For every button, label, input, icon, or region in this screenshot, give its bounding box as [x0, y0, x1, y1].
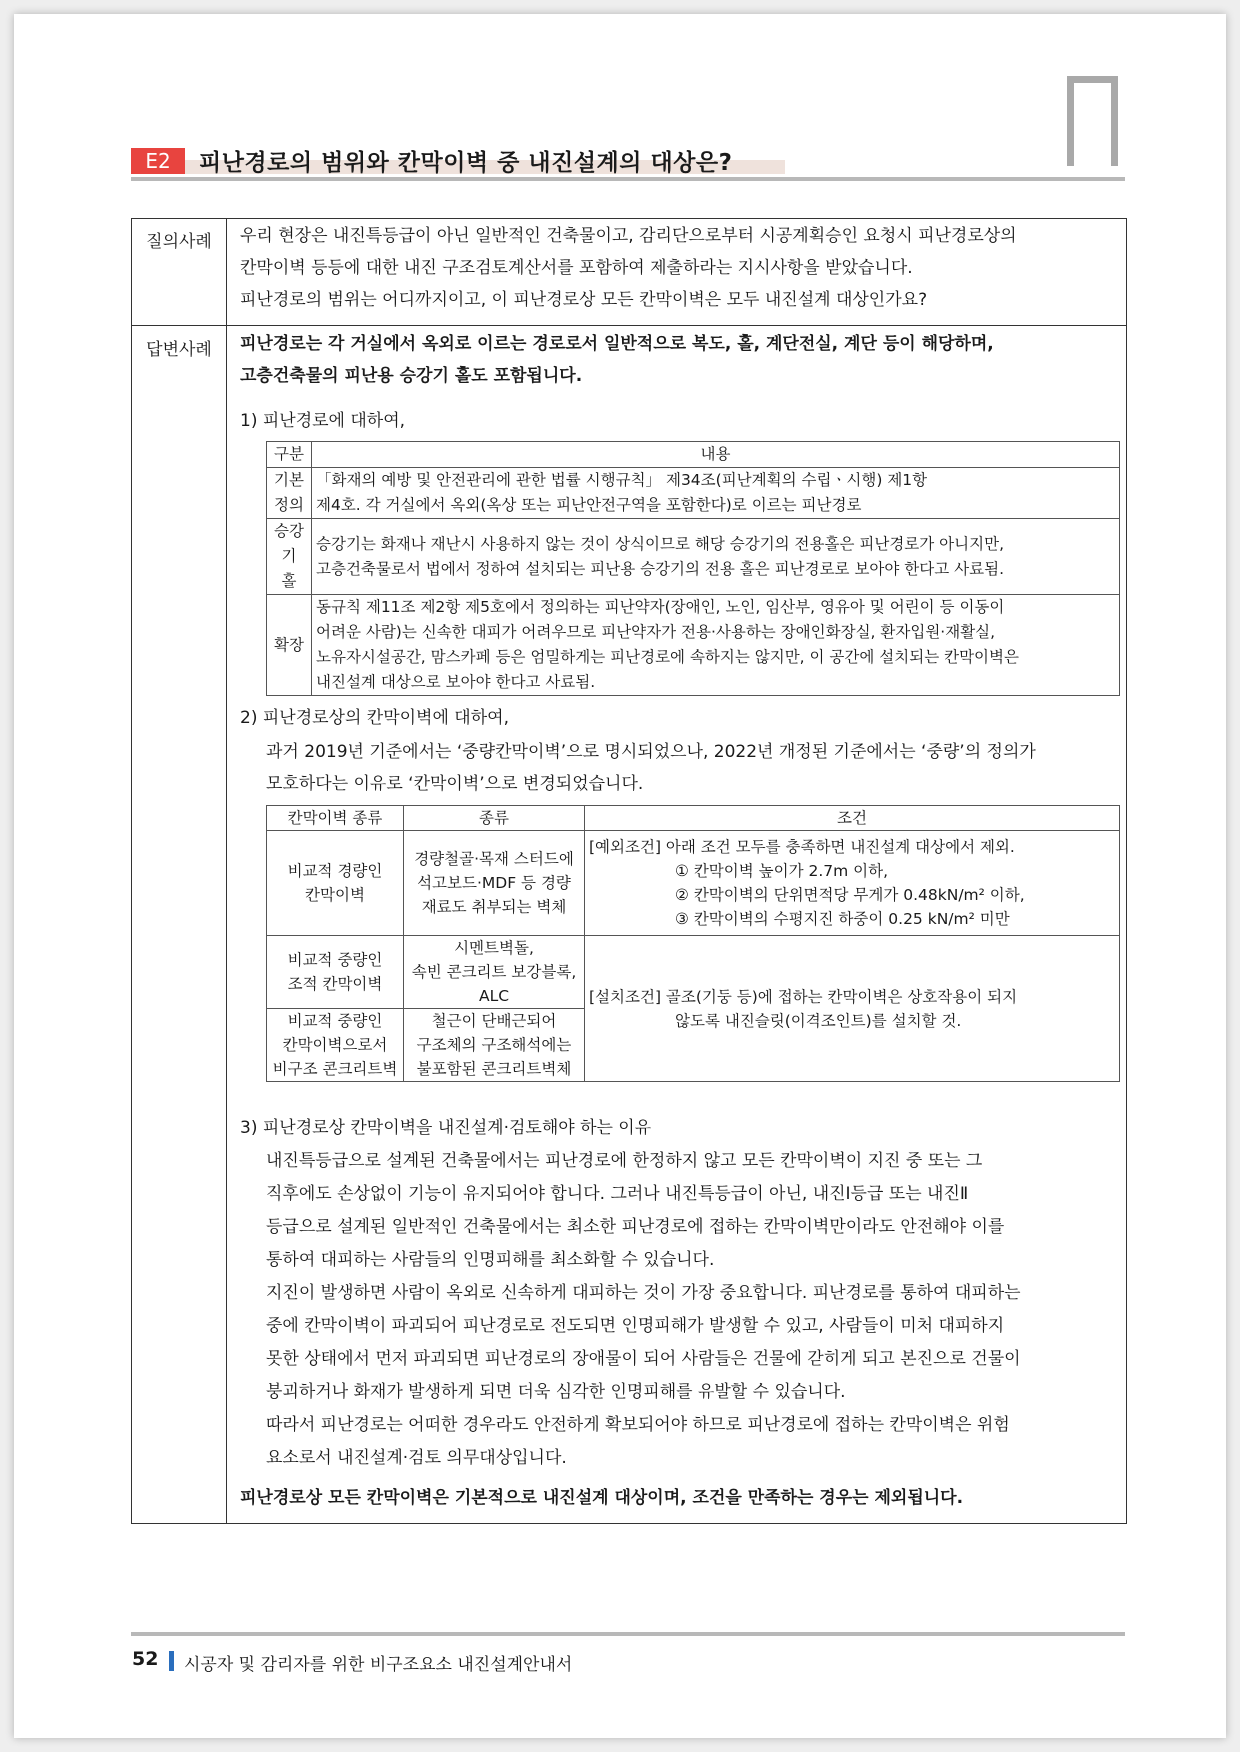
section-3-line: 따라서 피난경로는 어떠한 경우라도 안전하게 확보되어야 하므로 피난경로에 접하는 칸막이벽은 위험 [266, 1415, 1010, 1435]
exception-item: ② 칸막이벽의 단위면적당 무게가 0.48kN/m² 이하, [675, 886, 1025, 904]
install-condition: [설치조건] 골조(기둥 등)에 접하는 칸막이벽은 상호작용이 되지 [589, 987, 1018, 1006]
conclusion: 피난경로상 모든 칸막이벽은 기본적으로 내진설계 대상이며, 조건을 만족하는 경우는 제외됩니다. [240, 1488, 964, 1508]
cell-text: 칸막이벽 [305, 886, 365, 904]
cell-text: 석고보드·MDF 등 경량 [417, 874, 571, 892]
table-row [267, 936, 1120, 1009]
table-row [267, 831, 1120, 936]
row-divider [132, 325, 1126, 326]
table-row [267, 468, 1120, 519]
cell-text: 확장 [267, 595, 312, 696]
section-header [131, 142, 1125, 178]
cell-text: 승강기는 화재나 재난시 사용하지 않는 것이 상식이므로 해당 승강기의 전용홀은 피난경로가 아니지만, [316, 534, 1004, 553]
cell-text: 비교적 경량인 [287, 862, 383, 880]
table-header-cell: 조건 [585, 806, 1120, 831]
cell-text: 기본 [274, 471, 304, 489]
question-line: 우리 현장은 내진특등급이 아닌 일반적인 건축물이고, 감리단으로부터 시공계획승인 요청시 피난경로상의 [240, 226, 1017, 246]
section-1-title: 1) 피난경로에 대하여, [240, 411, 406, 431]
cell-text: 고층건축물로서 법에서 정하여 설치되는 피난용 승강기의 전용 홀은 피난경로로 보아야 한다고 사료됨. [316, 559, 1004, 578]
question-line: 칸막이벽 등등에 대한 내진 구조검토계산서를 포함하여 제출하라는 지시사항을 받았습니다. [240, 258, 913, 278]
section-2-line: 과거 2019년 기준에서는 ‘중량칸막이벽’으로 명시되었으나, 2022년 개정된 기준에서는 ‘중량’의 정의가 [266, 742, 1036, 762]
footer-accent-bar [169, 1651, 174, 1671]
page-title: 피난경로의 범위와 칸막이벽 중 내진설계의 대상은? [199, 150, 733, 176]
section-3-line: 지진이 발생하면 사람이 옥외로 신속하게 대피하는 것이 가장 중요합니다. 피난경로를 통하여 대피하는 [266, 1283, 1021, 1303]
cell-text: 구조체의 구조해석에는 [416, 1036, 572, 1054]
section-3-line: 등급으로 설계된 일반적인 건축물에서는 최소한 피난경로에 접하는 칸막이벽만이라도 안전해야 이를 [266, 1217, 1005, 1237]
cell-text: 내진설계 대상으로 보아야 한다고 사료됨. [316, 673, 596, 691]
cell-text: 「화재의 예방 및 안전관리에 관한 법률 시행규칙」 제34조(피난계획의 수립ㆍ시행) 제1항 [316, 471, 928, 489]
cell-text: 비교적 중량인 [287, 951, 383, 969]
table-row [267, 595, 1120, 696]
table-row [267, 519, 1120, 595]
answer-summary: 피난경로는 각 거실에서 옥외로 이르는 경로로서 일반적으로 복도, 홀, 계단전실, 계단 등이 해당하며, [240, 334, 994, 354]
table-header-cell: 종류 [404, 806, 585, 831]
cell-text: 철근이 단배근되어 [431, 1012, 557, 1030]
section-3-line: 중에 칸막이벽이 파괴되어 피난경로로 전도되면 인명피해가 발생할 수 있고, 사람들이 미처 대피하지 [266, 1316, 1005, 1336]
footer-title: 시공자 및 감리자를 위한 비구조요소 내진설계안내서 [184, 1655, 573, 1675]
exception-item: ③ 칸막이벽의 수평지진 하중이 0.25 kN/m² 미만 [675, 910, 1010, 928]
cell-text: 동규칙 제11조 제2항 제5호에서 정의하는 피난약자(장애인, 노인, 임산부, 영유아 및 어린이 등 이동이 [316, 598, 1005, 616]
table-header-cell: 내용 [312, 442, 1120, 468]
answer-summary: 고층건축물의 피난용 승강기 홀도 포함됩니다. [240, 366, 583, 386]
partition-wall-table [266, 805, 1120, 1082]
question-line: 피난경로의 범위는 어디까지이고, 이 피난경로상 모든 칸막이벽은 모두 내진설계 대상인가요? [240, 290, 928, 310]
section-3-line: 통하여 대피하는 사람들의 인명피해를 최소화할 수 있습니다. [266, 1250, 715, 1270]
section-2-line: 모호하다는 이유로 ‘칸막이벽’으로 변경되었습니다. [266, 774, 644, 794]
cell-text: 속빈 콘크리트 보강블록, [411, 963, 577, 981]
section-badge: E2 [131, 148, 185, 174]
section-3-line: 내진특등급으로 설계된 건축물에서는 피난경로에 한정하지 않고 모든 칸막이벽이 지진 중 또는 그 [266, 1151, 983, 1171]
answer-label: 답변사례 [146, 340, 212, 360]
cell-text: 조적 칸막이벽 [287, 975, 383, 993]
qa-box [131, 218, 1127, 1524]
evacuation-route-table [266, 441, 1120, 696]
cell-text: 승강기 [274, 522, 304, 565]
label-column [132, 219, 227, 1523]
cell-text: 홀 [281, 572, 297, 590]
cell-text: 칸막이벽으로서 [282, 1036, 388, 1054]
section-3-line: 직후에도 손상없이 기능이 유지되어야 합니다. 그러나 내진특등급이 아닌, 내진Ⅰ등급 또는 내진Ⅱ [266, 1184, 969, 1204]
section-2-title: 2) 피난경로상의 칸막이벽에 대하여, [240, 708, 509, 728]
cell-text: 노유자시설공간, 맘스카페 등은 엄밀하게는 피난경로에 속하지는 않지만, 이 공간에 설치되는 칸막이벽은 [316, 648, 1019, 666]
table-header-cell: 칸막이벽 종류 [267, 806, 404, 831]
cell-text: 경량철골·목재 스터드에 [414, 850, 574, 868]
header-divider [131, 177, 1125, 181]
cell-text: 시멘트벽돌, [454, 939, 534, 957]
section-3-title: 3) 피난경로상 칸막이벽을 내진설계·검토해야 하는 이유 [240, 1118, 652, 1138]
cell-text: 비구조 콘크리트벽 [272, 1060, 398, 1078]
cell-text: 제4호. 각 거실에서 옥외(옥상 또는 피난안전구역을 포함한다)로 이르는 피난경로 [316, 496, 862, 514]
document-page [14, 14, 1226, 1738]
footer-divider [131, 1632, 1125, 1636]
question-label: 질의사례 [146, 232, 212, 252]
install-condition: 않도록 내진슬릿(이격조인트)를 설치할 것. [675, 1011, 962, 1030]
cell-text: 비교적 중량인 [287, 1012, 383, 1030]
cell-text: 불포함된 콘크리트벽체 [416, 1060, 572, 1078]
section-3-line: 요소로서 내진설계·검토 의무대상입니다. [266, 1448, 567, 1468]
cell-text: 재료도 취부되는 벽체 [421, 898, 567, 916]
table-header-cell: 구분 [267, 442, 312, 468]
cell-text: ALC [478, 987, 510, 1005]
section-3-line: 붕괴하거나 화재가 발생하게 되면 더욱 심각한 인명피해를 유발할 수 있습니다. [266, 1382, 846, 1402]
section-3-line: 못한 상태에서 먼저 파괴되면 피난경로의 장애물이 되어 사람들은 건물에 갇히게 되고 본진으로 건물이 [266, 1349, 1021, 1369]
exception-condition: [예외조건] 아래 조건 모두를 충족하면 내진설계 대상에서 제외. [589, 838, 1015, 856]
cell-text: 정의 [274, 496, 304, 514]
page-number: 52 [132, 1648, 159, 1670]
exception-item: ① 칸막이벽 높이가 2.7m 이하, [675, 862, 889, 880]
cell-text: 어려운 사람)는 신속한 대피가 어려우므로 피난약자가 전용·사용하는 장애인화장실, 환자입원·재활실, [316, 623, 996, 641]
